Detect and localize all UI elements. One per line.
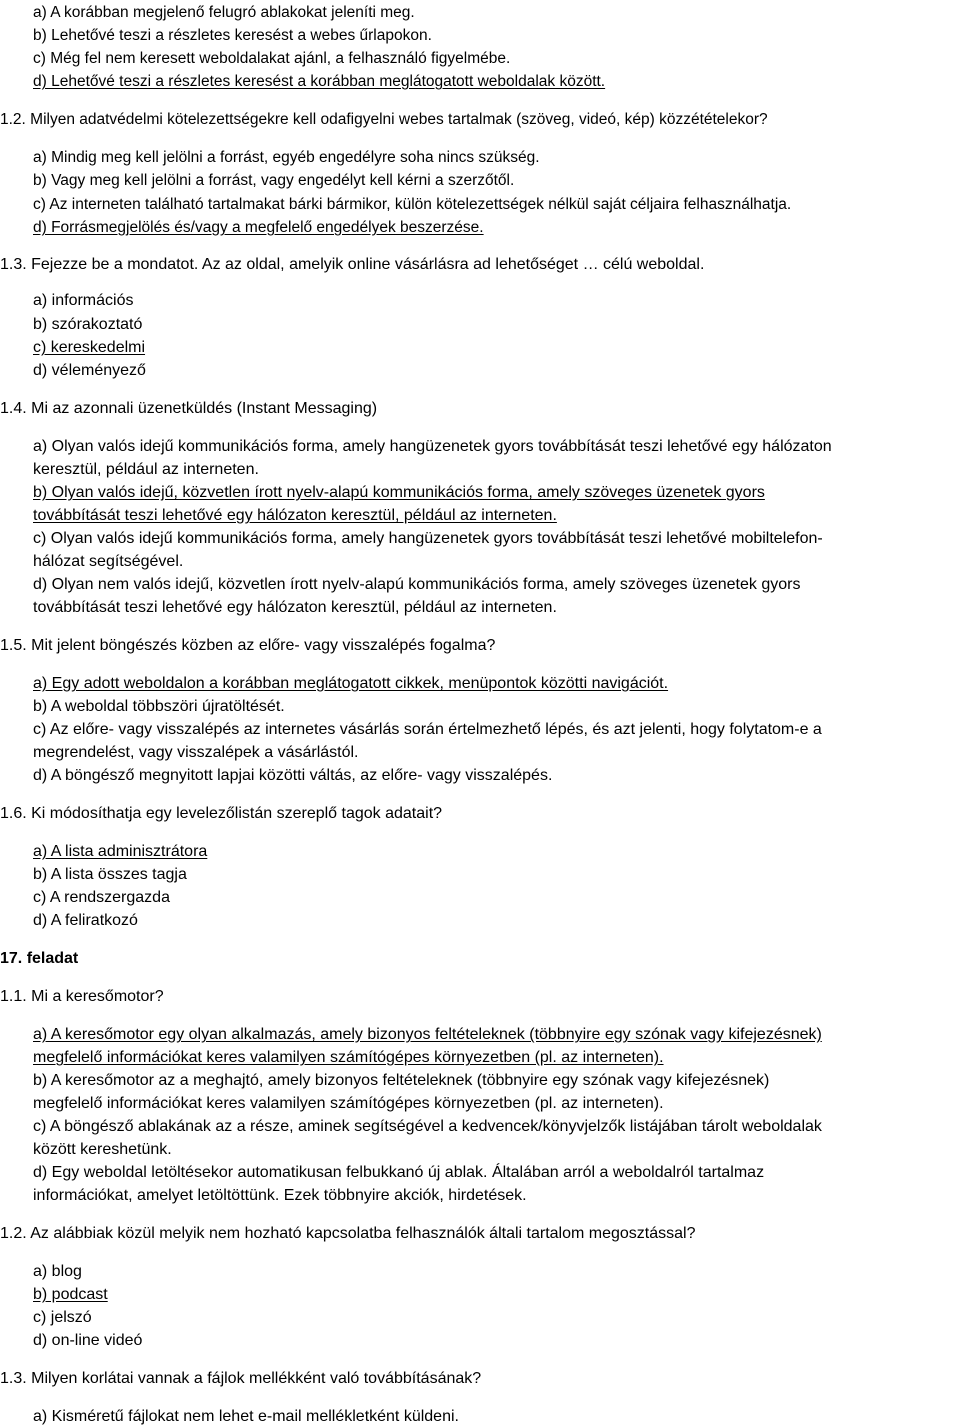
- answer-option: d) véleményező: [33, 362, 146, 379]
- answer-option-continued: megfelelő információkat keres valamilyen számítógépes környezetben (pl. az interneten).: [33, 1095, 664, 1112]
- answer-option: a) Olyan valós idejű kommunikációs forma, amely hangüzenetek gyors továbbítását teszi lehetővé egy hálózaton: [33, 438, 832, 455]
- answer-option-continued: keresztül, például az interneten.: [33, 461, 259, 478]
- question-heading: 1.2. Milyen adatvédelmi kötelezettségekre kell odafigyelni webes tartalmak (szöveg, videó, kép) közzétételekor?: [0, 111, 768, 128]
- answer-option: c) Olyan valós idejű kommunikációs forma, amely hangüzenetek gyors továbbítását teszi lehetővé mobiltelefon-: [33, 530, 823, 547]
- question-heading: 1.3. Milyen korlátai vannak a fájlok mellékként való továbbításának?: [0, 1370, 482, 1387]
- correct-answer-option: d) Lehetővé teszi a részletes keresést a korábban meglátogatott weboldalak között.: [33, 73, 606, 90]
- correct-answer-option-continued: megfelelő információkat keres valamilyen számítógépes környezetben (pl. az interneten).: [33, 1049, 664, 1066]
- answer-option: b) A lista összes tagja: [33, 866, 187, 883]
- correct-answer-option: b) podcast: [33, 1286, 108, 1303]
- answer-option-continued: megrendelést, vagy visszalépek a vásárlástól.: [33, 744, 359, 761]
- answer-option: a) blog: [33, 1263, 82, 1280]
- answer-option-continued: információkat, amelyet letöltöttünk. Ezek többnyire akciók, hirdetések.: [33, 1187, 527, 1204]
- question-heading: 1.1. Mi a keresőmotor?: [0, 988, 164, 1005]
- correct-answer-option: a) Egy adott weboldalon a korábban meglátogatott cikkek, menüpontok közötti navigációt.: [33, 675, 669, 692]
- answer-option: a) Kisméretű fájlokat nem lehet e-mail mellékletként küldeni.: [33, 1408, 459, 1425]
- answer-option: d) Olyan nem valós idejű, közvetlen írott nyelv-alapú kommunikációs forma, amely szöveges üzenetek gyors: [33, 576, 801, 593]
- question-heading: 1.3. Fejezze be a mondatot. Az az oldal, amelyik online vásárlásra ad lehetőséget … célú weboldal.: [0, 256, 705, 273]
- answer-option: b) A weboldal többszöri újratöltését.: [33, 698, 285, 715]
- answer-option: b) Lehetővé teszi a részletes keresést a webes űrlapokon.: [33, 27, 432, 44]
- question-heading: 1.6. Ki módosíthatja egy levelezőlistán szereplő tagok adatait?: [0, 805, 443, 822]
- answer-option-continued: továbbítását teszi lehetővé egy hálózaton keresztül, például az interneten.: [33, 599, 557, 616]
- answer-option: a) információs: [33, 292, 134, 309]
- correct-answer-option: b) Olyan valós idejű, közvetlen írott nyelv-alapú kommunikációs forma, amely szöveges üzenetek gyors: [33, 484, 765, 501]
- answer-option: c) Az előre- vagy visszalépés az internetes vásárlás során értelmezhető lépés, és azt jelenti, hogy folytatom-e a: [33, 721, 822, 738]
- answer-option: b) A keresőmotor az a meghajtó, amely bizonyos feltételeknek (többnyire egy szónak vagy kifejezésnek): [33, 1072, 770, 1089]
- correct-answer-option: a) A lista adminisztrátora: [33, 843, 208, 860]
- answer-option: d) A böngésző megnyitott lapjai közötti váltás, az előre- vagy visszalépés.: [33, 767, 553, 784]
- answer-option-continued: között kereshetünk.: [33, 1141, 172, 1158]
- answer-option: c) A rendszergazda: [33, 889, 170, 906]
- correct-answer-option: a) A keresőmotor egy olyan alkalmazás, amely bizonyos feltételeknek (többnyire egy szónak vagy kifejezésnek): [33, 1026, 822, 1043]
- answer-option: c) Még fel nem keresett weboldalakat ajánl, a felhasználó figyelmébe.: [33, 50, 511, 67]
- answer-option: c) jelszó: [33, 1309, 92, 1326]
- answer-option: d) Egy weboldal letöltésekor automatikusan felbukkanó új ablak. Általában arról a weboldalról tartalmaz: [33, 1164, 765, 1181]
- question-heading: 1.4. Mi az azonnali üzenetküldés (Instant Messaging): [0, 400, 378, 417]
- answer-option: a) Mindig meg kell jelölni a forrást, egyéb engedélyre soha nincs szükség.: [33, 149, 540, 166]
- correct-answer-option: d) Forrásmegjelölés és/vagy a megfelelő engedélyek beszerzése.: [33, 219, 484, 236]
- answer-option: b) Vagy meg kell jelölni a forrást, vagy engedélyt kell kérni a szerzőtől.: [33, 172, 515, 189]
- answer-option: d) A feliratkozó: [33, 912, 138, 929]
- section-heading: 17. feladat: [0, 950, 79, 967]
- question-heading: 1.5. Mit jelent böngészés közben az előre- vagy visszalépés fogalma?: [0, 637, 496, 654]
- question-heading: 1.2. Az alábbiak közül melyik nem hozható kapcsolatba felhasználók általi tartalom megosztással?: [0, 1225, 696, 1242]
- correct-answer-option-continued: továbbítását teszi lehetővé egy hálózaton keresztül, például az interneten.: [33, 507, 557, 524]
- answer-option: a) A korábban megjelenő felugró ablakokat jeleníti meg.: [33, 4, 415, 21]
- correct-answer-option: c) kereskedelmi: [33, 339, 146, 356]
- answer-option: d) on-line videó: [33, 1332, 143, 1349]
- answer-option-continued: hálózat segítségével.: [33, 553, 184, 570]
- answer-option: b) szórakoztató: [33, 316, 143, 333]
- answer-option: c) Az interneten található tartalmakat bárki bármikor, külön kötelezettségek nélkül saját céljaira felhasználhatja.: [33, 196, 792, 213]
- answer-option: c) A böngésző ablakának az a része, aminek segítségével a kedvencek/könyvjelzők listájában tárolt weboldalak: [33, 1118, 822, 1135]
